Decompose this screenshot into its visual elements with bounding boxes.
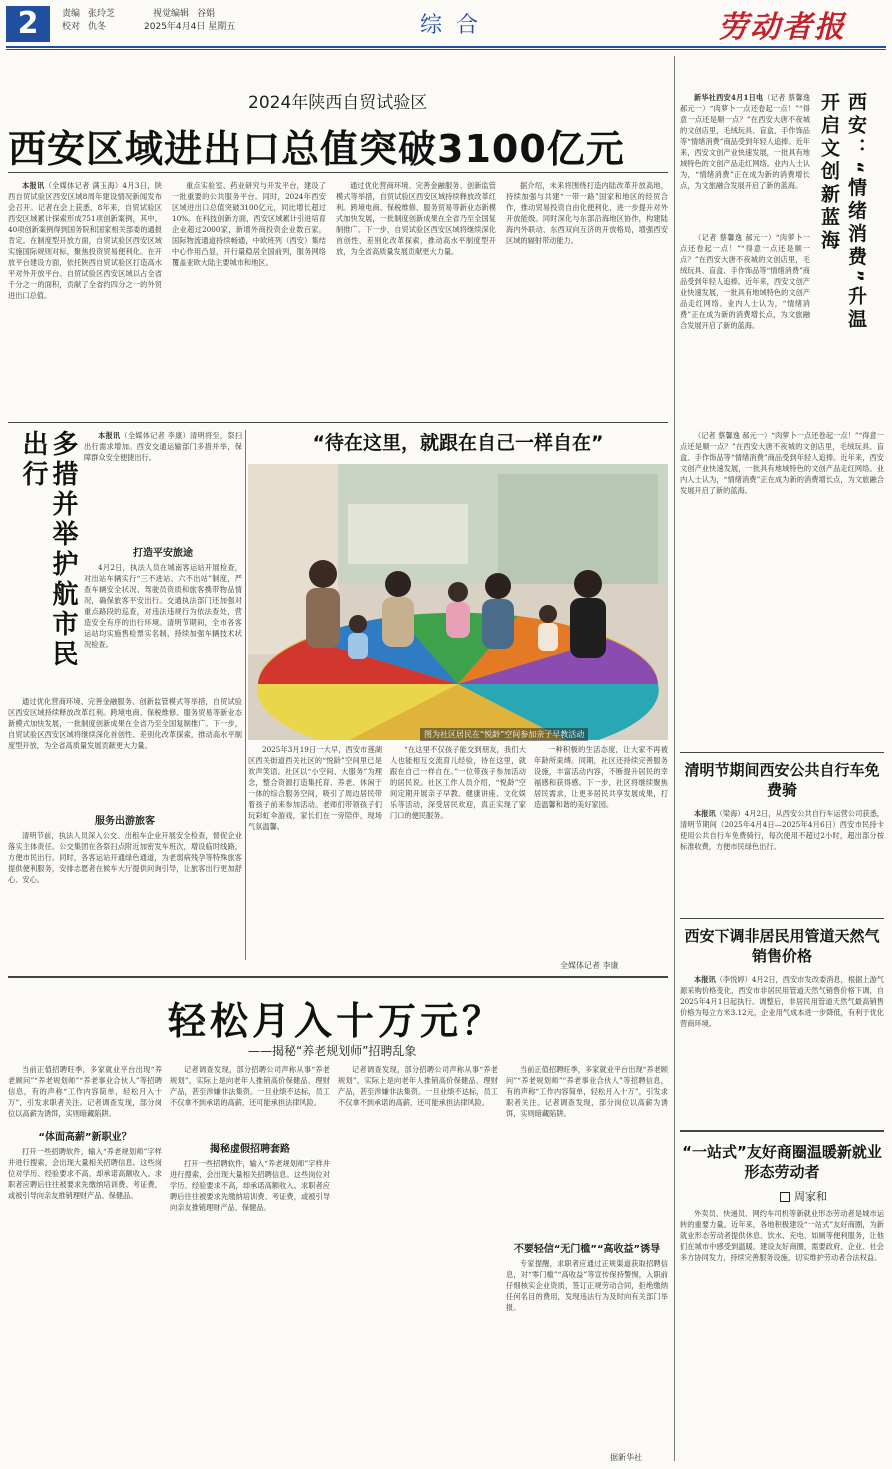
story4-col3b-text: 记者调查发现，部分招聘公司声称从事“养老规划”，实际上是向老年人推销高价保健品、理财产品，甚至涉嫌非法集资。一旦业绩不达标，员工不仅拿不到承诺的高薪，还可能承担法律风险。 [338, 1065, 498, 1107]
issue-date: 2025年4月4日 星期五 [144, 22, 236, 32]
right4-headline: “一站式”友好商圈温暖新就业形态劳动者 [682, 1143, 882, 1181]
story2-body-1b [8, 696, 242, 804]
story4-col1-text: 当前正值招聘旺季，多家就业平台出现“养老顾问”“养老规划师”“养老事业合伙人”等招聘信息，有的声称“工作内容简单，轻松月入十万”，引发求职者关注。记者调查发现，部分岗位以高薪为诱饵，实则暗藏陷阱。 [8, 1065, 162, 1118]
story1-col2-text: 重点实验室、药业研究与开发平台，建设了一批重要的公共服务平台。同时，2024年西安区域进出口总值突破3100亿元，同比增长超过10%。在科技创新方面，西安区域累计引进培育企业超过2000家，新增外商投资企业数百家，国际物流通道持续畅通，中欧班列（西安）集结中心作用凸显，开行量稳居全国前列，服务网络覆盖亚欧大陆主要城市和地区。 [172, 181, 326, 267]
right1-body-b [680, 430, 884, 746]
right3-body [680, 974, 884, 1124]
story3-col2 [390, 744, 526, 974]
story1-kicker: 2024年陕西自贸试验区 [248, 93, 428, 113]
page-number: 2 [6, 6, 50, 42]
story2-body-1a [84, 562, 242, 692]
story4-col4b [506, 1258, 668, 1448]
photo-caption: 图为社区居民在“悦龄”空间参加亲子早教活动 [420, 728, 588, 741]
story2-subhead-1: 打造平安旅途 [133, 548, 193, 559]
story2-subhead-2: 服务出游旅客 [95, 816, 155, 827]
story4-col1 [8, 1146, 162, 1462]
right1-intro [680, 92, 810, 228]
story2-intro-text: （全媒体记者 李康）清明将至，祭扫出行需求增加。西安交通运输部门多措并举，保障群众安全便捷出行。 [84, 431, 242, 462]
proof-label: 校对 [62, 22, 81, 32]
right4-author [780, 1188, 827, 1204]
section-title: 综合 [420, 13, 493, 38]
right2-byline: 本报讯 [694, 809, 716, 818]
story4-col2b-text: 打开一些招聘软件，输入“养老规划师”字样并进行搜索，会出现大量相关招聘信息。这些岗位对学历、经验要求不高，却承诺高额收入。求职者应聘后往往被要求先缴纳培训费、考证费，或被引导向亲友推销理财产品、保健品。 [170, 1159, 330, 1212]
story4-top-rule [8, 976, 668, 978]
right1-body-a [680, 232, 810, 426]
right3-rule [680, 918, 884, 919]
story1-col1 [8, 180, 162, 418]
proof-name: 仇冬 [88, 22, 107, 32]
header-rule [6, 46, 886, 48]
right4-body-text: 外卖员、快递员、网约车司机等新就业形态劳动者是城市运转的重要力量。近年来，各地积极建设“一站式”友好商圈，为新就业形态劳动者提供休息、饮水、充电、如厕等便利服务，让他们在城市中感受到温暖。建设友好商圈，需要政府、企业、社会多方协同发力，持续完善服务设施，切实维护劳动者合法权益。 [680, 1209, 884, 1262]
newspaper-logo: 劳动者报 [718, 10, 846, 45]
story4-subhead-2: 揭秘虚假招聘套路 [210, 1144, 290, 1155]
story4-headline: 轻松月入十万元？ [168, 999, 505, 1043]
section-rule [8, 422, 668, 423]
right4-author-name: 周家和 [794, 1190, 827, 1203]
visual-name: 谷娟 [197, 9, 216, 19]
story1-col4 [506, 180, 668, 418]
story2-body1b-text: 通过优化营商环境、完善金融服务、创新监管模式等举措，自贸试验区西安区域持续释放改革红利。跨境电商、保税维修、服务贸易等新业态新模式加快发展，一批制度创新成果在全省乃至全国复制推广。下一步，自贸试验区西安区域将继续深化首创性、差别化改革探索，推动高水平制度型开放，为全省高质量发展贡献更大力量。 [8, 697, 242, 750]
story4-col2-text: 打开一些招聘软件，输入“养老规划师”字样并进行搜索，会出现大量相关招聘信息。这些岗位对学历、经验要求不高，却承诺高额收入。求职者应聘后往往被要求先缴纳培训费、考证费，或被引导向亲友推销理财产品、保健品。 [8, 1147, 162, 1200]
story2-body1-text: 4月2日，执法人员在城南客运站开展检查，对出站车辆实行“三不进站、六不出站”制度，严查车辆安全状况、驾驶员资质和旅客携带物品情况，确保旅客平安出行。交通执法部门还加强对重点路段的巡查，对违法违规行为依法查处，营造安全有序的出行环境。清明节期间，全市各客运站均实施售检票实名制，持续加强车辆技术状况检查。 [84, 563, 242, 649]
right1-vertical-headline-a: 西安：“情绪消费”升温 [845, 92, 867, 332]
story4-intro [8, 1064, 162, 1122]
story3-col3-text: 一种积极的生活态度，让大家不再被年龄所束缚。同期，社区还持续完善服务设施，丰富活动内容，不断提升居民的幸福感和获得感。下一步，社区将继续聚焦居民需求，让更多居民共享发展成果，打造温馨和谐的美好家园。 [534, 745, 668, 809]
story4-subhead-1: “体面高薪”新职业？ [38, 1132, 132, 1143]
story4-col4a [506, 1064, 668, 1234]
story3-col2-text: “在这里不仅孩子能交到朋友，我们大人也能相互交流育儿经验，待在这里，就跟在自己一样自在。”一位带孩子参加活动的居民说。社区工作人员介绍，“悦龄”空间定期开展亲子早教、健康讲座、文化娱乐等活动，深受居民欢迎，真正实现了家门口的便民服务。 [390, 745, 526, 820]
right2-headline: 清明节期间西安公共自行车免费骑 [684, 761, 880, 799]
story4-col2b [170, 1158, 330, 1462]
story3-col1 [248, 744, 382, 974]
editor-name: 张玲芝 [88, 9, 116, 19]
header-rule-thin [6, 49, 886, 50]
community-activity-photo [248, 464, 668, 740]
headline-rule [8, 172, 668, 173]
right3-body-text: （李悦婷）4月2日，西安市发改委消息，根据上游气源采购价格变化，西安市非居民用管道天然气销售价格下调，自2025年4月1日起执行。调整后，非居民用管道天然气最高销售价格为每立方米3.12元，企业用气成本进一步降低，有利于优化营商环境。 [680, 975, 884, 1028]
story4-col4a-text: 当前正值招聘旺季，多家就业平台出现“养老顾问”“养老规划师”“养老事业合伙人”等招聘信息，有的声称“工作内容简单，轻松月入十万”，引发求职者关注。记者调查发现，部分岗位以高薪为诱饵，实则暗藏陷阱。 [506, 1065, 668, 1118]
right2-body [680, 808, 884, 912]
author-box-icon [780, 1192, 790, 1202]
story3-headline: “待在这里，就跟在自己一样自在” [312, 432, 604, 454]
right2-rule [680, 752, 884, 753]
right3-headline: 西安下调非居民用管道天然气销售价格 [684, 927, 880, 965]
visual-label: 视觉编辑 [153, 9, 190, 19]
story2-body-2 [8, 830, 242, 960]
story3-col1-text: 2025年3月19日一大早，西安市莲湖区西关街道西关社区的“悦龄”空间里已是欢声笑语。社区以“小空间、大服务”为理念，整合资源打造集托育、养老、休闲于一体的综合服务空间，吸引了周边居民带着孩子前来参加活动。老师们带领孩子们玩彩虹伞游戏，家长们在一旁陪伴，现场气氛温馨。 [248, 745, 382, 831]
story2-intro [84, 430, 242, 530]
story4-col3 [338, 1064, 498, 1462]
right1-body-a-text: （记者 蔡馨逸 郝元一）“肉萝卜一点还卷起一点！”“得意一点还是顺一点？”在西安大唐不夜城的文创店里，毛绒玩具、盲盒、手作饰品等“情绪消费”商品受到年轻人追捧。近年来，西安文创产业快速发展，一批具有地域特色的文创产品走红网络。业内人士认为，“情绪消费”正在成为新的消费增长点，为文旅融合发展开启了新的蓝海。 [680, 233, 810, 330]
story4-credit: 据新华社 [610, 1453, 642, 1462]
story1-col3-text: 通过优化营商环境、完善金融服务、创新监管模式等举措，自贸试验区西安区域持续释放改革红利。跨境电商、保税维修、服务贸易等新业态新模式加快发展，一批制度创新成果在全省乃至全国复制推广。下一步，自贸试验区西安区域将继续深化首创性、差别化改革探索，推动高水平制度型开放，为全省高质量发展贡献更大力量。 [336, 181, 496, 256]
editor-info [62, 8, 243, 34]
right2-body-text: （梁海）4月2日，从西安公共自行车运营公司获悉，清明节期间（2025年4月4日—2025年4月6日）西安市民持卡使用公共自行车免费骑行，每次使用不超过2小时，超出部分按标准收费，方便市民绿色出行。 [680, 809, 884, 851]
right3-byline: 本报讯 [694, 975, 716, 984]
story2-body2-text: 清明节前，执法人员深入公交、出租车企业开展安全检查，督促企业落实主体责任。公交集团在各祭扫点附近加密发车班次，增设临时线路，方便市民出行。同时，各客运站开通绿色通道，为老弱病残孕等特殊旅客提供便利服务，安排志愿者在候车大厅提供问询引导，让旅客出行更加舒心、安心。 [8, 831, 242, 884]
story1-col1-text: （全媒体记者 满玉海）4月3日，陕西自贸试验区西安区域8周年建设情况新闻发布会召开。记者在会上获悉，8年来，自贸试验区西安区域累计探索形成751项创新案例，其中，40项创新案例得到国务院和国家相关部委的通报肯定。在制度型开放方面，自贸试验区西安区域实施国际规则对标，聚焦投资贸易便利化。在开放平台建设方面，依托陕西自贸试验区打造高水平对外开放平台。自贸试验区西安区域以占全省千分之一的面积，贡献了全省约四分之一的外贸进出口总值。 [8, 181, 162, 300]
story3-col3 [534, 744, 668, 964]
story1-col4-text: 据介绍，未来将围绕打造内陆改革开放高地，持续加强与共建“一带一路”国家和地区的经贸合作，推动贸易投资自由化便利化，进一步提升对外开放能级。同时深化与东部沿海地区协作，构建陆海内外联动、东西双向互济的开放格局，增强西安区域的辐射带动能力。 [506, 181, 668, 245]
right1-vertical-headline-b: 开启文创新蓝海 [818, 92, 840, 253]
story4-col2a [170, 1064, 330, 1134]
column-divider [245, 430, 246, 960]
story4-col4-text: 专家提醒，求职者应通过正规渠道获取招聘信息，对“零门槛”“高收益”等宣传保持警惕，入职前仔细核实企业资质，签订正规劳动合同，拒绝缴纳任何名目的费用，发现违法行为及时向有关部门举报。 [506, 1259, 668, 1312]
right-column-divider [674, 56, 675, 1461]
story4-col3-text: 记者调查发现，部分招聘公司声称从事“养老规划”，实际上是向老年人推销高价保健品、理财产品，甚至涉嫌非法集资。一旦业绩不达标，员工不仅拿不到承诺的高薪，还可能承担法律风险。 [170, 1065, 330, 1107]
story1-headline: 西安区域进出口总值突破3100亿元 [8, 127, 625, 171]
story4-subhead-3: 不要轻信“无门槛”“高收益”诱导 [513, 1244, 661, 1255]
story1-col3 [336, 180, 496, 418]
right4-body [680, 1208, 884, 1462]
right1-dateline: 新华社西安4月1日电 [694, 93, 764, 102]
story4-subhead: ——揭秘“养老规划师”招聘乱象 [248, 1044, 417, 1058]
story1-byline: 本报讯 [22, 181, 45, 190]
story1-col2 [172, 180, 326, 418]
right4-rule [680, 1130, 884, 1132]
right1-body-b-text: （记者 蔡馨逸 郝元一）“肉萝卜一点还卷起一点！”“得意一点还是顺一点？”在西安大唐不夜城的文创店里，毛绒玩具、盲盒、手作饰品等“情绪消费”商品受到年轻人追捧。近年来，西安文创产业快速发展，一批具有地域特色的文创产品走红网络。业内人士认为，“情绪消费”正在成为新的消费增长点，为文旅融合发展开启了新的蓝海。 [680, 431, 884, 495]
story2-byline: 本报讯 [98, 431, 121, 440]
story2-vertical-headline: 多措并举护航市民出行 [18, 430, 78, 670]
story3-credit: 全媒体记者 李康 [560, 961, 619, 970]
editor-label: 责编 [62, 9, 81, 19]
right1-intro-text: （记者 蔡馨逸 郝元一）“肉萝卜一点还卷起一点！”“得意一点还是顺一点？”在西安大唐不夜城的文创店里，毛绒玩具、盲盒、手作饰品等“情绪消费”商品受到年轻人追捧。近年来，西安文创产业快速发展，一批具有地域特色的文创产品走红网络。业内人士认为，“情绪消费”正在成为新的消费增长点，为文旅融合发展开启了新的蓝海。 [680, 93, 810, 190]
